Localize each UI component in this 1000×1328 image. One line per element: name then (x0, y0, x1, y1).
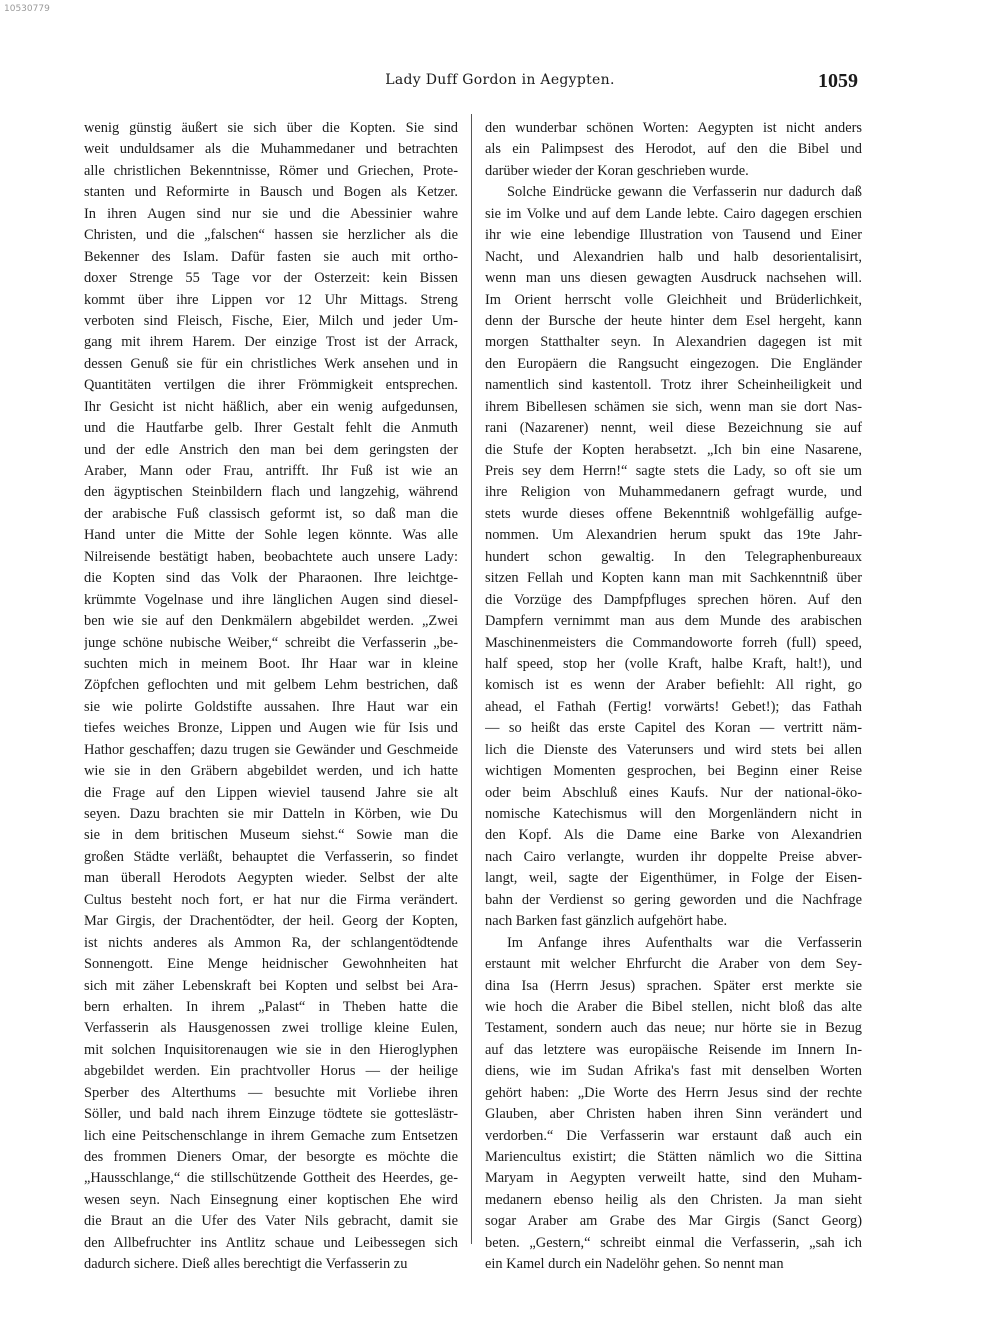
text-line: verboten sind Fleisch, Fische, Eier, Milch und jeder Um- (84, 312, 458, 329)
text-line: beten. „Gestern,“ schreibt einmal die Verfasserin, „sah ich (485, 1234, 862, 1251)
text-line: — so heißt das erste Capitel des Koran — vertritt näm- (485, 720, 862, 737)
text-line: den ägyptischen Steinbildern flach und langzehig, während (84, 484, 458, 501)
text-line: morgen Statthalter seyn. In Alexandrien dagegen ist mit (485, 334, 862, 351)
text-line: Maryam in Aegypten verweilt hatte, sind den Muham- (485, 1170, 862, 1187)
text-line: der arabische Fuß classisch geformt ist, so daß man die (84, 505, 458, 522)
text-line: ihre Religion von Muhammedanern gefragt wurde, und (485, 484, 862, 501)
text-line: dina Isa (Herrn Jesus) sprachen. Später erst merkte sie (485, 977, 862, 994)
text-line: bahn der Verdienst so gering geworden und die Nachfrage (485, 891, 862, 908)
text-line: abgebildet werden. Ein prachtvoller Horus — der heilige (84, 1063, 458, 1080)
text-line: Bekenner des Islam. Dafür fasten sie auch mit ortho- (84, 248, 458, 265)
text-line: Ihr Gesicht ist nicht häßlich, aber ein wenig aufgedunsen, (84, 398, 458, 415)
text-line: ahead, el Fathah (Fertig! vorwärts! Gebet!); das Fathah (485, 698, 862, 715)
text-line: wichtigen Momenten gesprochen, bei Beginn einer Reise (485, 763, 862, 780)
text-line: des frommen Dieners Omar, der besorgte es möchte die (84, 1149, 458, 1165)
text-line: erstaunt mit welcher Ehrfurcht die Araber von dem Sey- (485, 956, 862, 973)
text-line: stanten und Reformirte in Bausch und Bogen als Ketzer. (84, 184, 458, 201)
left-column (84, 118, 458, 1276)
text-line: wenig günstig äußert sie sich über die Kopten. Sie sind (84, 120, 458, 136)
running-title: Lady Duff Gordon in Aegypten. (385, 72, 615, 88)
text-line: Hand unter die Mitte der Sohle legen könnte. Was alle (84, 527, 458, 544)
text-line: die Braut an die Ufer des Vater Nils gebracht, damit sie (84, 1213, 458, 1230)
text-line: nomische Katechismus will den Morgenländern nicht in (485, 806, 862, 822)
text-line: die Kopten sind das Volk der Pharaonen. Ihre leichtge- (84, 570, 458, 587)
text-line: oder beim Abschluß eines Kaufs. Nur der national-öko- (485, 784, 862, 801)
text-line: Im Anfange ihres Aufenthalts war die Verfasserin (507, 934, 862, 951)
text-line: sich mit zäher Lebenskraft bei Kopten und selbst bei Ara- (84, 977, 458, 994)
text-line: ben wie sie auf den Denkmälern abgebildet werden. „Zwei (84, 613, 458, 630)
text-line: und die Hautfarbe gelb. Ihrer Gestalt fehlt die Anmuth (84, 420, 458, 437)
text-line: sitzen Fellah und Kopten kann man mit Sachkenntniß über (485, 570, 862, 587)
text-line: verdorben.“ Die Verfasserin war erstaunt daß auch ein (485, 1127, 862, 1144)
column-divider (471, 114, 472, 1244)
text-line: großen Städte verläßt, behauptet die Verfasserin, so findet (84, 848, 458, 865)
text-line: als ein Palimpsest des Herodot, auf den die Bibel und (485, 141, 862, 158)
text-line: „Hausschlange,“ die stillschützende Gottheit des Heerdes, ge- (84, 1170, 458, 1187)
text-line: suchten mich in meinem Boot. Ihr Haar war in kleine (84, 655, 458, 672)
text-line: den wunderbar schönen Worten: Aegypten ist nicht anders (485, 120, 862, 136)
text-line: die Stufe der Kopten herabsetzt. „Ich bin eine Nasarene, (485, 441, 862, 458)
text-line: Preis sey dem Herrn!“ sagte stets die Lady, so oft sie um (485, 463, 862, 479)
text-line: den Kopf. Als die Dame eine Barke von Alexandrien (485, 827, 862, 844)
text-line: die Frage auf den Lippen wieviel tausend Jahre sie alt (84, 784, 458, 801)
text-line: Hathor geschaffen; dazu trugen sie Gewänder und Geschmeide (84, 741, 458, 758)
text-line: medanern ebenso heilig als den Christen. Ja man sieht (485, 1191, 862, 1208)
text-line: Cultus besteht noch fort, er hat nur die Firma verändert. (84, 891, 458, 908)
text-line: hundert schon gewaltig. In den Telegraphenbureaux (485, 548, 862, 565)
text-line: Nacht, und Alexandrien halb und halb desorientalisirt, (485, 248, 862, 265)
text-line: seyen. Dazu brachten sie mir Datteln in Körben, wie Du (84, 806, 458, 822)
text-line: Dampfern vernimmt man aus dem Munde des arabischen (485, 613, 862, 630)
text-line: Nilreisende bestätigt haben, beobachtete auch unsere Lady: (84, 548, 458, 565)
text-line: ihr wie eine lebendige Illustration von Tausend und Einer (485, 227, 862, 244)
text-line: ein Kamel durch ein Nadelöhr gehen. So nennt man (485, 1256, 784, 1273)
text-line: Söller, und bald nach ihrem Einzuge tödtete sie gotteslästr- (84, 1106, 458, 1123)
text-line: Verfasserin als Hausgenossen zwei trollige kleine Eulen, (84, 1020, 458, 1037)
text-line: Maschinenmeisters die Commandoworte forreh (full) speed, (485, 634, 862, 651)
text-line: nommen. Um Alexandrien herum spukt das 19te Jahr- (485, 527, 862, 544)
text-line: Glauben, aber Christen haben ihren Sinn verändert und (485, 1106, 862, 1123)
text-line: junge schöne nubische Weiber,“ schreibt die Verfasserin „be- (84, 634, 458, 651)
text-line: komisch ist es wenn der Araber befiehlt: All right, go (485, 677, 862, 694)
text-line: dadurch sichere. Dieß alles berechtigt die Verfasserin zu (84, 1256, 408, 1273)
text-line: lich die Dienste des Vaterunsers und wird stets bei allen (485, 741, 862, 758)
page-number: 1059 (818, 70, 858, 92)
text-line: Quantitäten vertilgen die ihrer Frömmigkeit entsprechen. (84, 377, 458, 394)
text-line: diens, wie im Sudan Afrika's fast mit denselben Worten (485, 1063, 862, 1080)
text-line: auf das letztere was europäische Reisende im Innern In- (485, 1041, 862, 1058)
text-line: stets wurde dieses offene Bekenntniß wohlgefällig aufge- (485, 505, 862, 522)
text-line: die Vorzüge des Dampfpfluges sprechen hören. Auf den (485, 591, 862, 608)
text-line: denn der Bursche der heute hinter dem Esel hergeht, kann (485, 312, 862, 329)
text-line: Araber, Mann oder Frau, antrifft. Ihr Fuß ist wie an (84, 463, 458, 479)
text-line: wie sie in den Gräbern abgebildet werden, und ich hatte (84, 763, 458, 780)
text-line: bern erhalten. In ihrem „Palast“ in Theben hatte die (84, 998, 458, 1015)
text-line: krümmte Vogelnase und ihre länglichen Augen sind diesel- (84, 591, 458, 608)
text-line: lich eine Peitschenschlange in ihrem Gemache zum Entsetzen (84, 1127, 458, 1144)
text-line: Testament, sondern auch das neue; nur hörte sie in Bezug (485, 1020, 862, 1037)
text-line: Mar Girgis, der Drachentödter, der heil. Georg der Kopten, (84, 913, 458, 930)
text-line: doxer Strenge 55 Tage vor der Osterzeit: kein Bissen (84, 270, 458, 287)
text-line: den Allbefruchter ins Antlitz schaue und Leibessegen sich (84, 1234, 458, 1251)
scan-id-label: 10530779 (4, 4, 50, 14)
text-line: Sperber des Alterthums — besuchte mit Vorliebe ihren (84, 1084, 458, 1101)
text-line: Zöpfchen geflochten und mit gelbem Lehm bestrichen, daß (84, 677, 458, 694)
text-line: nach Barken fast gänzlich aufgehört habe. (485, 913, 728, 930)
text-line: Christen, und die „falschen“ hassen sie herzlicher als die (84, 227, 458, 244)
text-line: kommt über ihre Lippen vor 12 Uhr Mittags. Streng (84, 291, 458, 308)
text-line: dessen Genuß sie für ein christliches Werk ansehen und in (84, 355, 458, 372)
text-line: und der edle Anstrich den man bei dem geringsten der (84, 441, 458, 458)
text-line: rani (Nazarener) nennt, weil diese Bezeichnung sie auf (485, 420, 862, 437)
text-line: ihrem Bibellesen schämen sie sich, wenn man sie dort Nas- (485, 398, 862, 415)
text-line: alle christlichen Bekenntnisse, Römer und Griechen, Prote- (84, 162, 458, 179)
text-line: den Europäern die Rangsucht eingezogen. Die Engländer (485, 355, 862, 372)
text-line: darüber wieder der Koran geschrieben wurde. (485, 162, 749, 179)
text-line: gang mit ihrem Harem. Der einzige Trost ist der Arrack, (84, 334, 458, 351)
text-line: sie wie polirte Goldstifte aussahen. Ihre Haut war ein (84, 698, 458, 715)
text-line: mit solchen Inquisitorenaugen wie sie in den Hieroglyphen (84, 1041, 458, 1058)
text-line: wenn man uns diesen gewagten Ausdruck nachsehen will. (485, 270, 862, 287)
text-line: nach Cairo verlangte, wurden ihr doppelte Preise abver- (485, 848, 862, 865)
text-line: sie in dem britischen Museum siehst.“ Sowie man die (84, 827, 458, 844)
text-line: weit unduldsamer als die Muhammedaner und betrachten (84, 141, 458, 158)
text-line: gehört haben: „Die Worte des Herrn Jesus sind der rechte (485, 1084, 862, 1101)
text-line: Mariencultus existirt; die Stätten nämlich wo die Sittina (485, 1149, 862, 1165)
text-line: In ihren Augen sind nur sie und die Abessinier wahre (84, 205, 458, 222)
text-line: wie hoch die Araber die Bibel stellen, nicht bloß das alte (485, 998, 862, 1015)
right-column (485, 118, 862, 1276)
text-line: sogar Araber am Grabe des Mar Girgis (Sanct Georg) (485, 1213, 862, 1230)
text-line: Im Orient herrscht volle Gleichheit und Brüderlichkeit, (485, 291, 862, 308)
text-line: ist nichts anderes als Ammon Ra, der schlangentödtende (84, 934, 458, 951)
text-line: langt, weil, sagte der Eigenthümer, in Folge der Eisen- (485, 870, 862, 887)
text-line: namentlich sind kastentoll. Trotz ihrer Scheinheiligkeit und (485, 377, 862, 394)
text-line: Solche Eindrücke gewann die Verfasserin nur dadurch daß (507, 184, 862, 201)
text-line: sie im Volke und auf dem Lande lebte. Cairo dagegen erschien (485, 205, 862, 222)
text-line: man überall Herodots Aegypten wieder. Selbst der alte (84, 870, 458, 887)
text-line: tiefes weiches Bronze, Lippen und Augen wie für Isis und (84, 720, 458, 737)
text-line: Sonnengott. Eine Menge heidnischer Gewohnheiten hat (84, 956, 458, 973)
text-line: half speed, stop her (volle Kraft, halbe Kraft, halt!), und (485, 655, 862, 672)
text-line: wesen seyn. Nach Einsegnung einer koptischen Ehe wird (84, 1191, 458, 1208)
